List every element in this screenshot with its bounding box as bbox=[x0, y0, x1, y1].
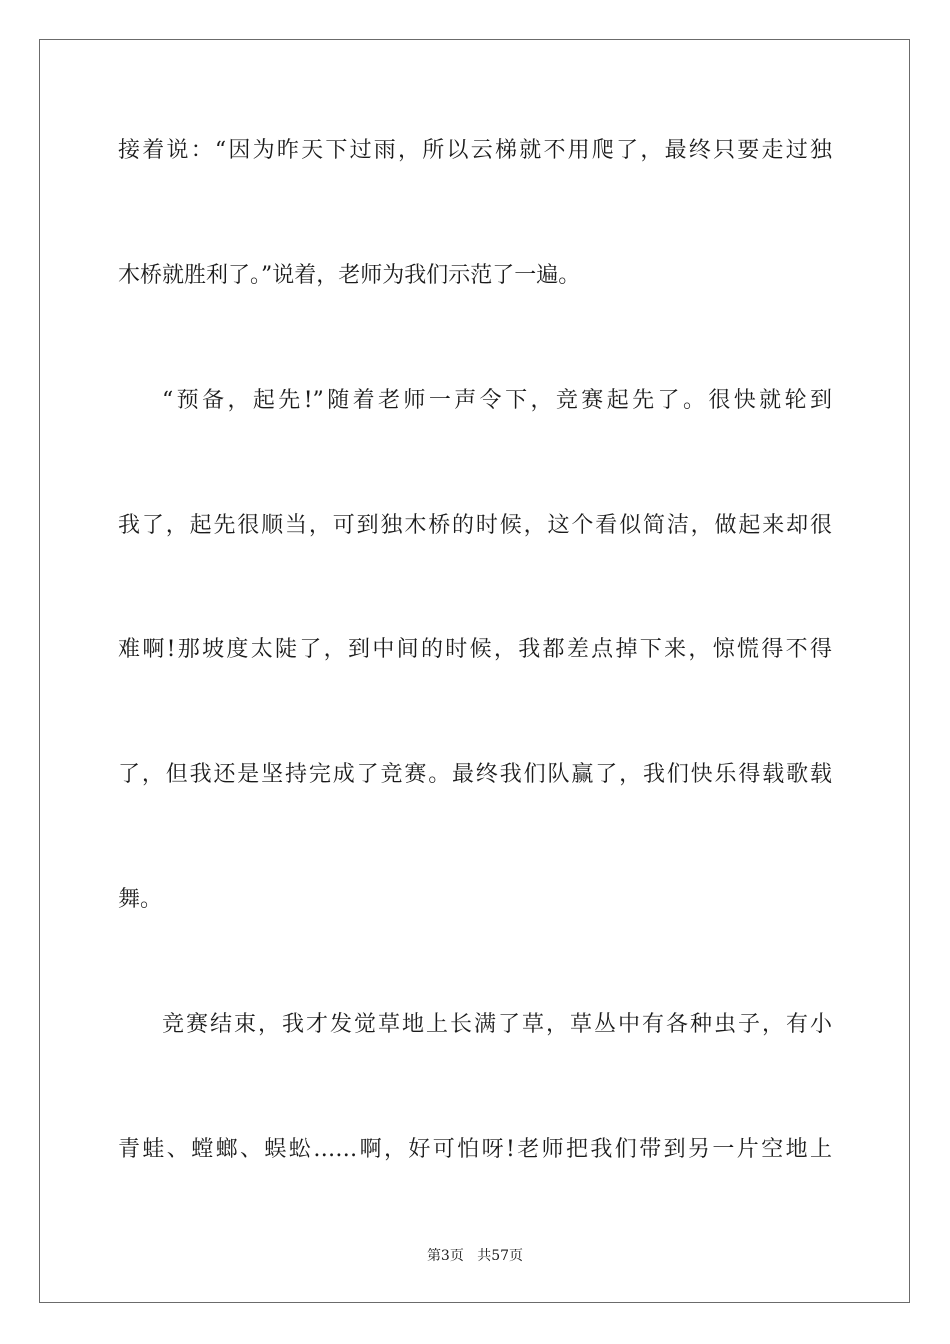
page-border bbox=[39, 39, 910, 1303]
text-line-2: 木桥就胜利了。”说着，老师为我们示范了一遍。 bbox=[118, 263, 581, 288]
text-line-8: 竞赛结束，我才发觉草地上长满了草，草丛中有各种虫子，有小 bbox=[162, 1012, 832, 1037]
text-line-9: 青蛙、螳螂、蜈蚣……啊，好可怕呀!老师把我们带到另一片空地上 bbox=[118, 1137, 832, 1162]
page-total: 共57页 bbox=[477, 1248, 524, 1264]
text-line-3: “预备，起先!”随着老师一声令下，竞赛起先了。很快就轮到 bbox=[162, 388, 832, 413]
text-line-1: 接着说：“因为昨天下过雨，所以云梯就不用爬了，最终只要走过独 bbox=[118, 138, 832, 163]
text-line-5: 难啊!那坡度太陡了，到中间的时候，我都差点掉下来，惊慌得不得 bbox=[118, 637, 832, 662]
text-line-6: 了，但我还是坚持完成了竞赛。最终我们队赢了，我们快乐得载歌载 bbox=[118, 762, 832, 787]
page-number: 第3页 bbox=[426, 1248, 464, 1264]
text-line-4: 我了，起先很顺当，可到独木桥的时候，这个看似简洁，做起来却很 bbox=[118, 513, 832, 538]
text-line-7: 舞。 bbox=[118, 887, 163, 912]
page-footer bbox=[0, 1245, 950, 1265]
